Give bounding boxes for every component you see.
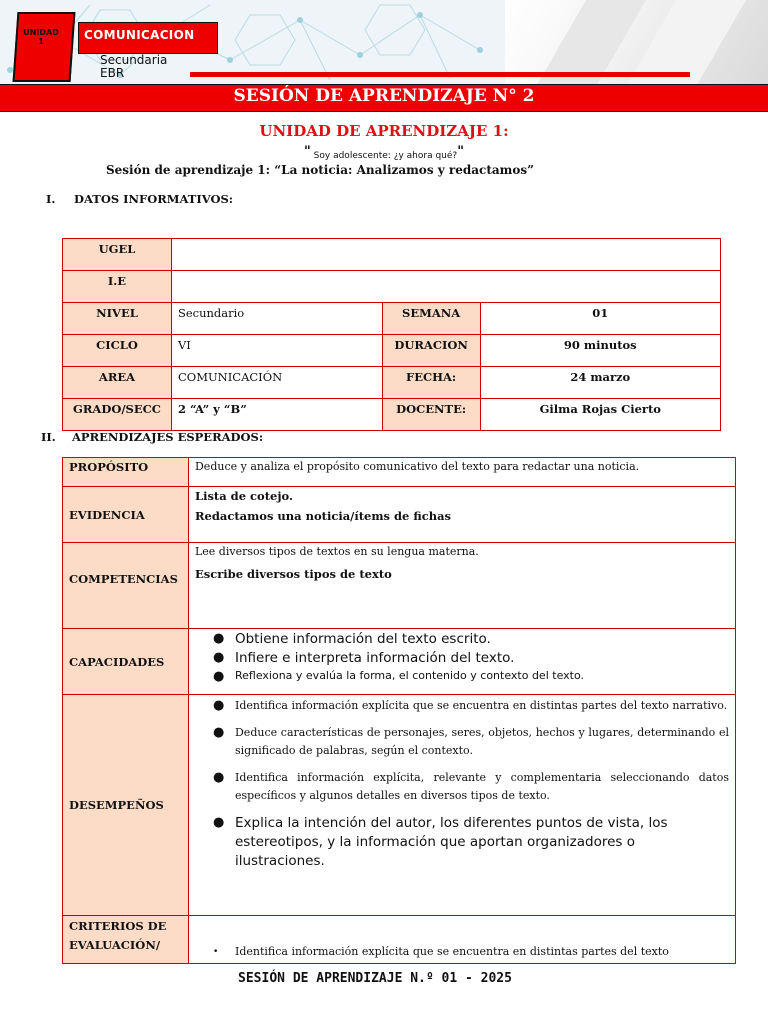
bullet-icon: ● — [212, 815, 225, 830]
list-item — [213, 769, 729, 805]
table-row — [63, 487, 736, 543]
table-row — [63, 271, 721, 303]
list-item-text: Infiere e interpreta información del texto. — [234, 650, 515, 666]
list-item — [213, 649, 729, 668]
list-item-text: Deduce características de personajes, seres, objetos, hechos y lugares, determinando el significado de palabras, según el contexto. — [234, 726, 729, 757]
page-title: SESIÓN DE APRENDIZAJE N° 2 — [233, 86, 535, 106]
info-value: Gilma Rojas Cierto — [480, 399, 720, 431]
course-title: COMUNICACION — [84, 28, 195, 42]
list-item-text: Identifica información explícita que se encuentra en distintas partes del texto — [234, 945, 669, 958]
list-item — [213, 945, 729, 959]
table-row — [63, 367, 721, 399]
section-heading-1 — [46, 192, 233, 206]
section-title: APRENDIZAJES ESPERADOS: — [72, 430, 264, 444]
evidence-item: Redactamos una noticia/ítems de fichas — [194, 509, 451, 523]
row-value — [188, 543, 735, 629]
info-label: DOCENTE: — [382, 399, 480, 431]
competence-item: Lee diversos tipos de textos en su lengua materna. — [194, 545, 479, 558]
list-item-text: Identifica información explícita, relevante y complementaria seleccionando datos específicos y algunos detalles en diversos tipos de texto. — [234, 771, 729, 802]
list-item — [213, 814, 729, 871]
table-row — [63, 458, 736, 487]
competence-item: Escribe diversos tipos de texto — [194, 567, 392, 581]
list-item-text: Obtiene información del texto escrito. — [234, 631, 491, 647]
footer: SESIÓN DE APRENDIZAJE N.º 01 - 2025 — [238, 971, 512, 986]
list-item — [213, 724, 729, 760]
table-row — [63, 239, 721, 271]
bullet-icon: ● — [212, 650, 225, 665]
info-value: 2 “A” y “B” — [171, 399, 382, 431]
list-item — [213, 668, 729, 686]
info-label: CICLO — [63, 335, 172, 367]
session-title: Sesión de aprendizaje 1: “La noticia: Analizamos y redactamos” — [106, 163, 535, 177]
list-item-text: Identifica información explícita que se encuentra en distintas partes del texto narrativo. — [234, 699, 728, 712]
info-value — [171, 239, 720, 271]
table-row — [63, 629, 736, 695]
info-value: COMUNICACIÓN — [171, 367, 382, 399]
row-value — [188, 487, 735, 543]
bullet-icon: ● — [212, 725, 225, 740]
row-label: CRITERIOS DE EVALUACIÓN/ — [63, 916, 189, 964]
bullet-icon: ● — [212, 770, 225, 785]
unit-badge — [13, 12, 76, 82]
info-label: AREA — [63, 367, 172, 399]
bullet-icon: ● — [212, 631, 225, 646]
bullet-icon: • — [212, 947, 219, 957]
section-number: I. — [46, 192, 56, 206]
info-value: 24 marzo — [480, 367, 720, 399]
unit-quote: " Soy adolescente: ¿y ahora qué?" — [304, 144, 464, 161]
row-label: COMPETENCIAS — [63, 543, 189, 629]
level-line-2: EBR — [100, 66, 125, 80]
info-label: DURACION — [382, 335, 480, 367]
section-number: II. — [41, 430, 56, 444]
section-heading-2 — [41, 430, 263, 444]
header-red-line — [190, 72, 690, 77]
info-label: SEMANA — [382, 303, 480, 335]
info-label: GRADO/SECC — [63, 399, 172, 431]
row-value: Deduce y analiza el propósito comunicativo del texto para redactar una noticia. — [188, 458, 735, 487]
info-table — [62, 238, 721, 431]
evidence-item: Lista de cotejo. — [194, 489, 293, 503]
table-row — [63, 695, 736, 916]
row-label: EVIDENCIA — [63, 487, 189, 543]
info-label: FECHA: — [382, 367, 480, 399]
unit-title: UNIDAD DE APRENDIZAJE 1: — [259, 122, 509, 140]
level-text — [100, 54, 167, 80]
table-row — [63, 916, 736, 964]
bullet-icon: ● — [212, 669, 225, 684]
table-row — [63, 399, 721, 431]
list-item — [213, 697, 729, 715]
bullet-icon: ● — [212, 698, 225, 713]
level-line-1: Secundaria — [100, 53, 168, 67]
row-value — [188, 916, 735, 964]
list-item-text: Explica la intención del autor, los diferentes puntos de vista, los estereotipos, y la información que aportan organizadores o ilustraciones. — [234, 815, 668, 869]
table-row — [63, 543, 736, 629]
row-label: DESEMPEÑOS — [63, 695, 189, 916]
list-item-text: Reflexiona y evalúa la forma, el contenido y contexto del texto. — [234, 669, 584, 682]
row-label: PROPÓSITO — [63, 458, 189, 487]
table-row — [63, 335, 721, 367]
row-value — [188, 695, 735, 916]
info-label: I.E — [63, 271, 172, 303]
unit-badge-text: UNIDAD 1 — [23, 28, 59, 46]
info-value: 01 — [480, 303, 720, 335]
info-value: VI — [171, 335, 382, 367]
info-value: 90 minutos — [480, 335, 720, 367]
unit-quote-text: Soy adolescente: ¿y ahora qué? — [313, 151, 458, 161]
aprendizajes-table — [62, 457, 736, 964]
info-value — [171, 271, 720, 303]
info-value: Secundario — [171, 303, 382, 335]
section-title: DATOS INFORMATIVOS: — [74, 192, 234, 206]
table-row — [63, 303, 721, 335]
row-value — [188, 629, 735, 695]
info-label: NIVEL — [63, 303, 172, 335]
row-label: CAPACIDADES — [63, 629, 189, 695]
info-label: UGEL — [63, 239, 172, 271]
list-item — [213, 630, 729, 649]
